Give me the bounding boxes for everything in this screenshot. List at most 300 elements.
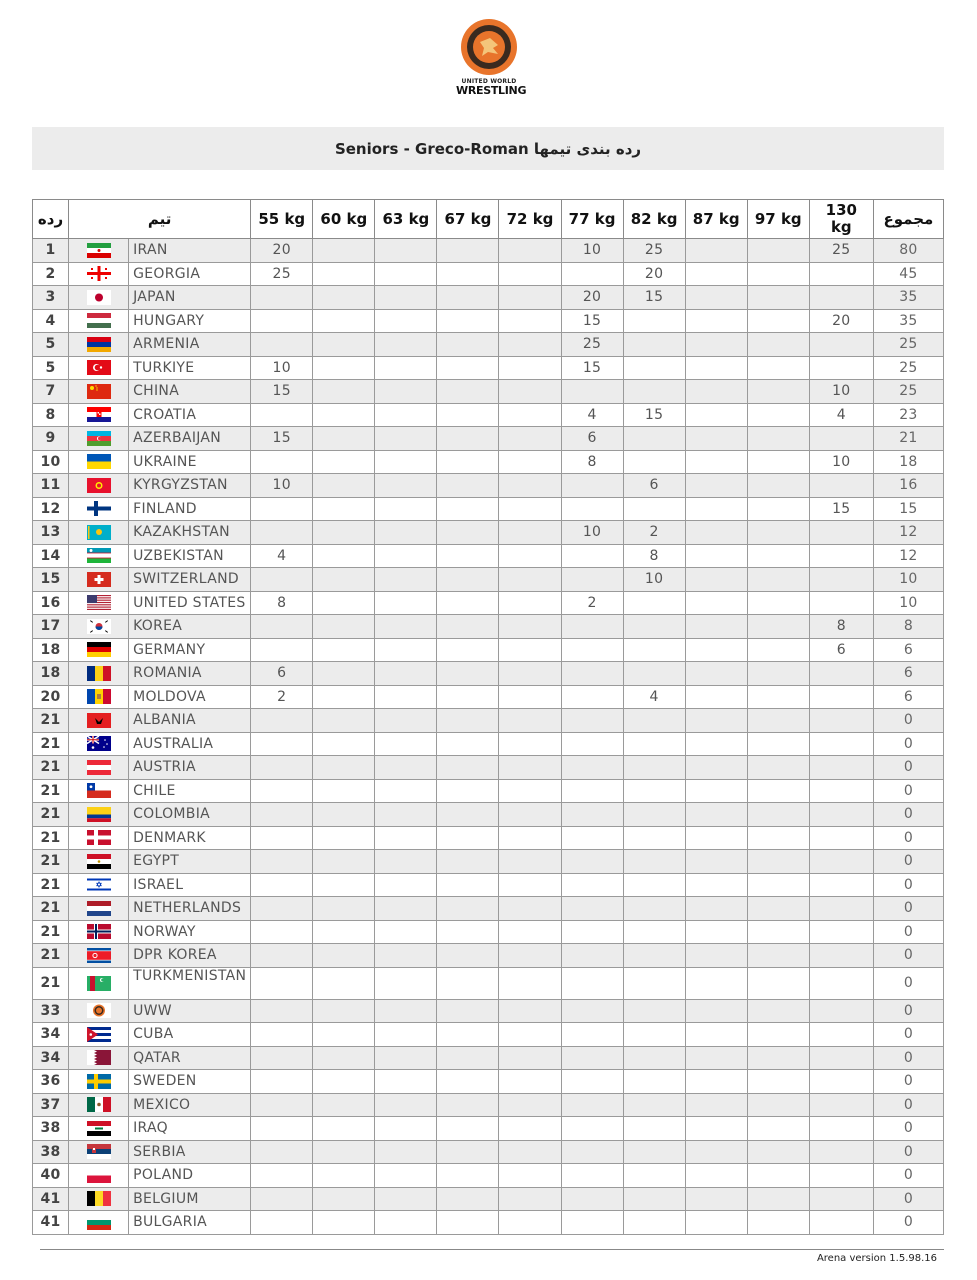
china-flag-icon — [87, 384, 111, 399]
score-cell — [561, 638, 623, 662]
score-cell — [437, 286, 499, 310]
score-cell — [437, 497, 499, 521]
table-row — [33, 1140, 944, 1164]
score-cell — [251, 403, 313, 427]
flag-cell — [69, 403, 129, 427]
score-cell — [375, 1093, 437, 1117]
score-cell — [313, 803, 375, 827]
score-cell: 2 — [251, 685, 313, 709]
score-cell — [685, 1211, 747, 1235]
country-name: SERBIA — [129, 1140, 251, 1164]
total-cell: 35 — [873, 286, 943, 310]
score-cell — [685, 779, 747, 803]
score-cell — [747, 685, 809, 709]
score-cell — [685, 521, 747, 545]
flag-cell — [69, 1164, 129, 1188]
country-name: TURKMENISTAN — [129, 967, 251, 999]
score-cell — [437, 1187, 499, 1211]
score-cell — [685, 1093, 747, 1117]
score-cell — [313, 544, 375, 568]
score-cell: 15 — [623, 286, 685, 310]
score-cell — [375, 239, 437, 263]
score-cell — [623, 1164, 685, 1188]
score-cell — [375, 474, 437, 498]
score-cell — [747, 1093, 809, 1117]
flag-cell — [69, 1093, 129, 1117]
score-cell — [747, 403, 809, 427]
score-cell — [251, 286, 313, 310]
score-cell — [499, 450, 561, 474]
flag-cell — [69, 756, 129, 780]
flag-cell — [69, 333, 129, 357]
country-name: AUSTRIA — [129, 756, 251, 780]
flag-cell — [69, 286, 129, 310]
score-cell — [747, 1211, 809, 1235]
rank-cell: 17 — [33, 615, 69, 639]
score-cell — [561, 1211, 623, 1235]
score-cell — [623, 662, 685, 686]
score-cell: 15 — [561, 309, 623, 333]
score-cell — [747, 873, 809, 897]
rank-cell: 34 — [33, 1023, 69, 1047]
score-cell — [561, 685, 623, 709]
score-cell — [499, 803, 561, 827]
score-cell — [685, 850, 747, 874]
score-cell — [313, 709, 375, 733]
score-cell — [685, 685, 747, 709]
rank-cell: 15 — [33, 568, 69, 592]
score-cell — [375, 309, 437, 333]
score-cell — [375, 544, 437, 568]
score-cell — [499, 286, 561, 310]
score-cell — [685, 1023, 747, 1047]
rank-cell: 18 — [33, 662, 69, 686]
score-cell — [561, 967, 623, 999]
score-cell — [623, 591, 685, 615]
score-cell — [375, 497, 437, 521]
country-name: HUNGARY — [129, 309, 251, 333]
score-cell — [809, 803, 873, 827]
table-row — [33, 1117, 944, 1141]
score-cell — [623, 826, 685, 850]
score-cell: 4 — [561, 403, 623, 427]
score-cell — [623, 1117, 685, 1141]
score-cell — [313, 403, 375, 427]
score-cell — [375, 591, 437, 615]
score-cell — [499, 427, 561, 451]
score-cell — [375, 638, 437, 662]
score-cell — [499, 897, 561, 921]
score-cell — [747, 826, 809, 850]
score-cell — [623, 873, 685, 897]
table-row — [33, 944, 944, 968]
flag-cell — [69, 239, 129, 263]
score-cell — [251, 826, 313, 850]
score-cell — [437, 568, 499, 592]
score-cell — [313, 309, 375, 333]
score-cell — [251, 999, 313, 1023]
total-cell: 0 — [873, 732, 943, 756]
score-cell — [747, 450, 809, 474]
score-cell — [437, 662, 499, 686]
score-cell — [437, 262, 499, 286]
table-row — [33, 591, 944, 615]
country-name: IRAQ — [129, 1117, 251, 1141]
score-cell: 20 — [623, 262, 685, 286]
rank-cell: 21 — [33, 779, 69, 803]
score-cell — [623, 709, 685, 733]
country-name: UKRAINE — [129, 450, 251, 474]
armenia-flag-icon — [87, 337, 111, 352]
score-cell — [375, 568, 437, 592]
score-cell — [747, 591, 809, 615]
score-cell — [747, 756, 809, 780]
rank-cell: 21 — [33, 756, 69, 780]
score-cell — [375, 333, 437, 357]
score-cell — [685, 450, 747, 474]
score-cell — [685, 1117, 747, 1141]
header-rank: رده — [33, 200, 69, 239]
score-cell — [809, 262, 873, 286]
score-cell — [561, 1070, 623, 1094]
score-cell — [685, 286, 747, 310]
score-cell — [499, 873, 561, 897]
flag-cell — [69, 803, 129, 827]
score-cell — [437, 474, 499, 498]
score-cell — [251, 850, 313, 874]
flag-cell — [69, 920, 129, 944]
table-row — [33, 497, 944, 521]
score-cell — [747, 1140, 809, 1164]
country-name: GERMANY — [129, 638, 251, 662]
score-cell — [313, 850, 375, 874]
score-cell — [561, 756, 623, 780]
flag-cell — [69, 638, 129, 662]
flag-cell — [69, 568, 129, 592]
rank-cell: 21 — [33, 944, 69, 968]
score-cell — [747, 333, 809, 357]
score-cell — [685, 356, 747, 380]
score-cell — [809, 427, 873, 451]
score-cell — [809, 662, 873, 686]
score-cell — [809, 944, 873, 968]
score-cell — [437, 333, 499, 357]
table-row — [33, 615, 944, 639]
score-cell — [375, 920, 437, 944]
table-row — [33, 873, 944, 897]
score-cell: 4 — [623, 685, 685, 709]
score-cell — [685, 709, 747, 733]
total-cell: 6 — [873, 685, 943, 709]
score-cell — [313, 497, 375, 521]
total-cell: 6 — [873, 638, 943, 662]
uww-flag-icon — [87, 1003, 111, 1018]
score-cell — [375, 732, 437, 756]
rank-cell: 1 — [33, 239, 69, 263]
score-cell — [251, 1117, 313, 1141]
score-cell — [623, 427, 685, 451]
score-cell — [313, 732, 375, 756]
table-row — [33, 826, 944, 850]
header-weight: 87 kg — [685, 200, 747, 239]
score-cell — [437, 779, 499, 803]
score-cell — [437, 380, 499, 404]
header-weight: 60 kg — [313, 200, 375, 239]
score-cell — [375, 779, 437, 803]
korea-flag-icon — [87, 619, 111, 634]
header-row — [33, 200, 944, 239]
score-cell — [313, 427, 375, 451]
score-cell — [499, 521, 561, 545]
score-cell — [499, 356, 561, 380]
score-cell — [809, 826, 873, 850]
score-cell — [809, 474, 873, 498]
score-cell — [685, 309, 747, 333]
total-cell: 0 — [873, 826, 943, 850]
score-cell — [809, 967, 873, 999]
flag-cell — [69, 897, 129, 921]
score-cell — [499, 309, 561, 333]
score-cell — [499, 850, 561, 874]
score-cell — [313, 1164, 375, 1188]
score-cell — [623, 897, 685, 921]
score-cell — [437, 1211, 499, 1235]
score-cell — [685, 474, 747, 498]
hungary-flag-icon — [87, 313, 111, 328]
table-row — [33, 967, 944, 999]
rank-cell: 21 — [33, 873, 69, 897]
score-cell — [499, 756, 561, 780]
table-row — [33, 333, 944, 357]
score-cell — [809, 709, 873, 733]
score-cell — [685, 999, 747, 1023]
country-name: CROATIA — [129, 403, 251, 427]
score-cell — [313, 1023, 375, 1047]
score-cell — [313, 286, 375, 310]
country-name: BULGARIA — [129, 1211, 251, 1235]
score-cell — [809, 685, 873, 709]
score-cell: 6 — [561, 427, 623, 451]
poland-flag-icon — [87, 1168, 111, 1183]
total-cell: 0 — [873, 756, 943, 780]
score-cell — [809, 779, 873, 803]
score-cell — [437, 591, 499, 615]
score-cell — [499, 662, 561, 686]
total-cell: 80 — [873, 239, 943, 263]
score-cell: 15 — [561, 356, 623, 380]
score-cell — [375, 1164, 437, 1188]
header-weight: 55 kg — [251, 200, 313, 239]
country-name: KOREA — [129, 615, 251, 639]
table-row — [33, 732, 944, 756]
score-cell — [313, 1046, 375, 1070]
flag-cell — [69, 967, 129, 999]
score-cell — [561, 662, 623, 686]
score-cell — [499, 380, 561, 404]
score-cell — [685, 591, 747, 615]
score-cell — [251, 521, 313, 545]
score-cell — [623, 1187, 685, 1211]
score-cell — [747, 521, 809, 545]
rank-cell: 38 — [33, 1117, 69, 1141]
chile-flag-icon — [87, 783, 111, 798]
mexico-flag-icon — [87, 1097, 111, 1112]
total-cell: 16 — [873, 474, 943, 498]
score-cell — [809, 732, 873, 756]
score-cell — [251, 873, 313, 897]
score-cell — [313, 897, 375, 921]
score-cell — [685, 1140, 747, 1164]
score-cell — [251, 897, 313, 921]
score-cell — [375, 1046, 437, 1070]
finland-flag-icon — [87, 501, 111, 516]
score-cell — [747, 380, 809, 404]
score-cell: 20 — [251, 239, 313, 263]
score-cell — [499, 239, 561, 263]
flag-cell — [69, 850, 129, 874]
uww-emblem-icon — [460, 18, 518, 76]
score-cell: 25 — [623, 239, 685, 263]
score-cell — [375, 1117, 437, 1141]
score-cell — [375, 1023, 437, 1047]
header-weight: 97 kg — [747, 200, 809, 239]
rank-cell: 34 — [33, 1046, 69, 1070]
total-cell: 0 — [873, 999, 943, 1023]
score-cell — [437, 1070, 499, 1094]
score-cell — [809, 333, 873, 357]
country-name: ALBANIA — [129, 709, 251, 733]
score-cell — [747, 497, 809, 521]
total-cell: 45 — [873, 262, 943, 286]
score-cell — [809, 1164, 873, 1188]
score-cell — [561, 615, 623, 639]
score-cell — [313, 999, 375, 1023]
table-row — [33, 803, 944, 827]
score-cell — [499, 333, 561, 357]
score-cell — [437, 1164, 499, 1188]
score-cell — [437, 944, 499, 968]
score-cell — [809, 1093, 873, 1117]
score-cell — [561, 732, 623, 756]
score-cell — [251, 967, 313, 999]
score-cell — [499, 1093, 561, 1117]
japan-flag-icon — [87, 290, 111, 305]
score-cell — [685, 756, 747, 780]
total-cell: 15 — [873, 497, 943, 521]
score-cell — [499, 615, 561, 639]
flag-cell — [69, 1140, 129, 1164]
score-cell — [499, 544, 561, 568]
score-cell — [375, 826, 437, 850]
score-cell — [313, 638, 375, 662]
rank-cell: 21 — [33, 732, 69, 756]
score-cell — [313, 568, 375, 592]
table-row — [33, 1093, 944, 1117]
azerbaijan-flag-icon — [87, 431, 111, 446]
score-cell — [623, 850, 685, 874]
total-cell: 18 — [873, 450, 943, 474]
score-cell — [623, 309, 685, 333]
austria-flag-icon — [87, 760, 111, 775]
country-name: AZERBAIJAN — [129, 427, 251, 451]
score-cell — [437, 850, 499, 874]
table-row — [33, 662, 944, 686]
score-cell — [499, 1164, 561, 1188]
score-cell — [375, 999, 437, 1023]
score-cell — [375, 356, 437, 380]
score-cell — [685, 1070, 747, 1094]
score-cell — [623, 615, 685, 639]
score-cell — [747, 779, 809, 803]
denmark-flag-icon — [87, 830, 111, 845]
total-cell: 0 — [873, 1187, 943, 1211]
table-row — [33, 427, 944, 451]
score-cell — [809, 920, 873, 944]
score-cell: 15 — [251, 427, 313, 451]
flag-cell — [69, 1070, 129, 1094]
score-cell — [437, 615, 499, 639]
score-cell — [499, 1187, 561, 1211]
score-cell — [251, 1140, 313, 1164]
score-cell — [375, 1140, 437, 1164]
total-cell: 0 — [873, 1117, 943, 1141]
country-name: ISRAEL — [129, 873, 251, 897]
score-cell — [685, 662, 747, 686]
score-cell — [809, 591, 873, 615]
rank-cell: 21 — [33, 920, 69, 944]
score-cell — [685, 403, 747, 427]
country-name: SWEDEN — [129, 1070, 251, 1094]
score-cell: 2 — [561, 591, 623, 615]
score-cell — [747, 709, 809, 733]
score-cell — [375, 521, 437, 545]
total-cell: 0 — [873, 920, 943, 944]
flag-cell — [69, 427, 129, 451]
score-cell: 8 — [623, 544, 685, 568]
score-cell: 10 — [809, 380, 873, 404]
table-row — [33, 1211, 944, 1235]
total-cell: 6 — [873, 662, 943, 686]
flag-cell — [69, 685, 129, 709]
score-cell — [437, 1093, 499, 1117]
total-cell: 0 — [873, 803, 943, 827]
score-cell — [747, 544, 809, 568]
score-cell — [313, 521, 375, 545]
score-cell: 10 — [561, 239, 623, 263]
score-cell — [437, 403, 499, 427]
table-row — [33, 521, 944, 545]
score-cell — [747, 1187, 809, 1211]
score-cell — [437, 685, 499, 709]
score-cell — [623, 999, 685, 1023]
score-cell — [375, 1070, 437, 1094]
table-row — [33, 756, 944, 780]
score-cell — [437, 999, 499, 1023]
score-cell — [313, 1140, 375, 1164]
score-cell — [747, 662, 809, 686]
country-name: TURKIYE — [129, 356, 251, 380]
score-cell — [437, 450, 499, 474]
score-cell — [375, 450, 437, 474]
score-cell: 4 — [809, 403, 873, 427]
table-row — [33, 544, 944, 568]
score-cell — [313, 685, 375, 709]
kazakhstan-flag-icon — [87, 525, 111, 540]
rank-cell: 21 — [33, 826, 69, 850]
country-name: NORWAY — [129, 920, 251, 944]
score-cell — [499, 944, 561, 968]
score-cell: 25 — [809, 239, 873, 263]
